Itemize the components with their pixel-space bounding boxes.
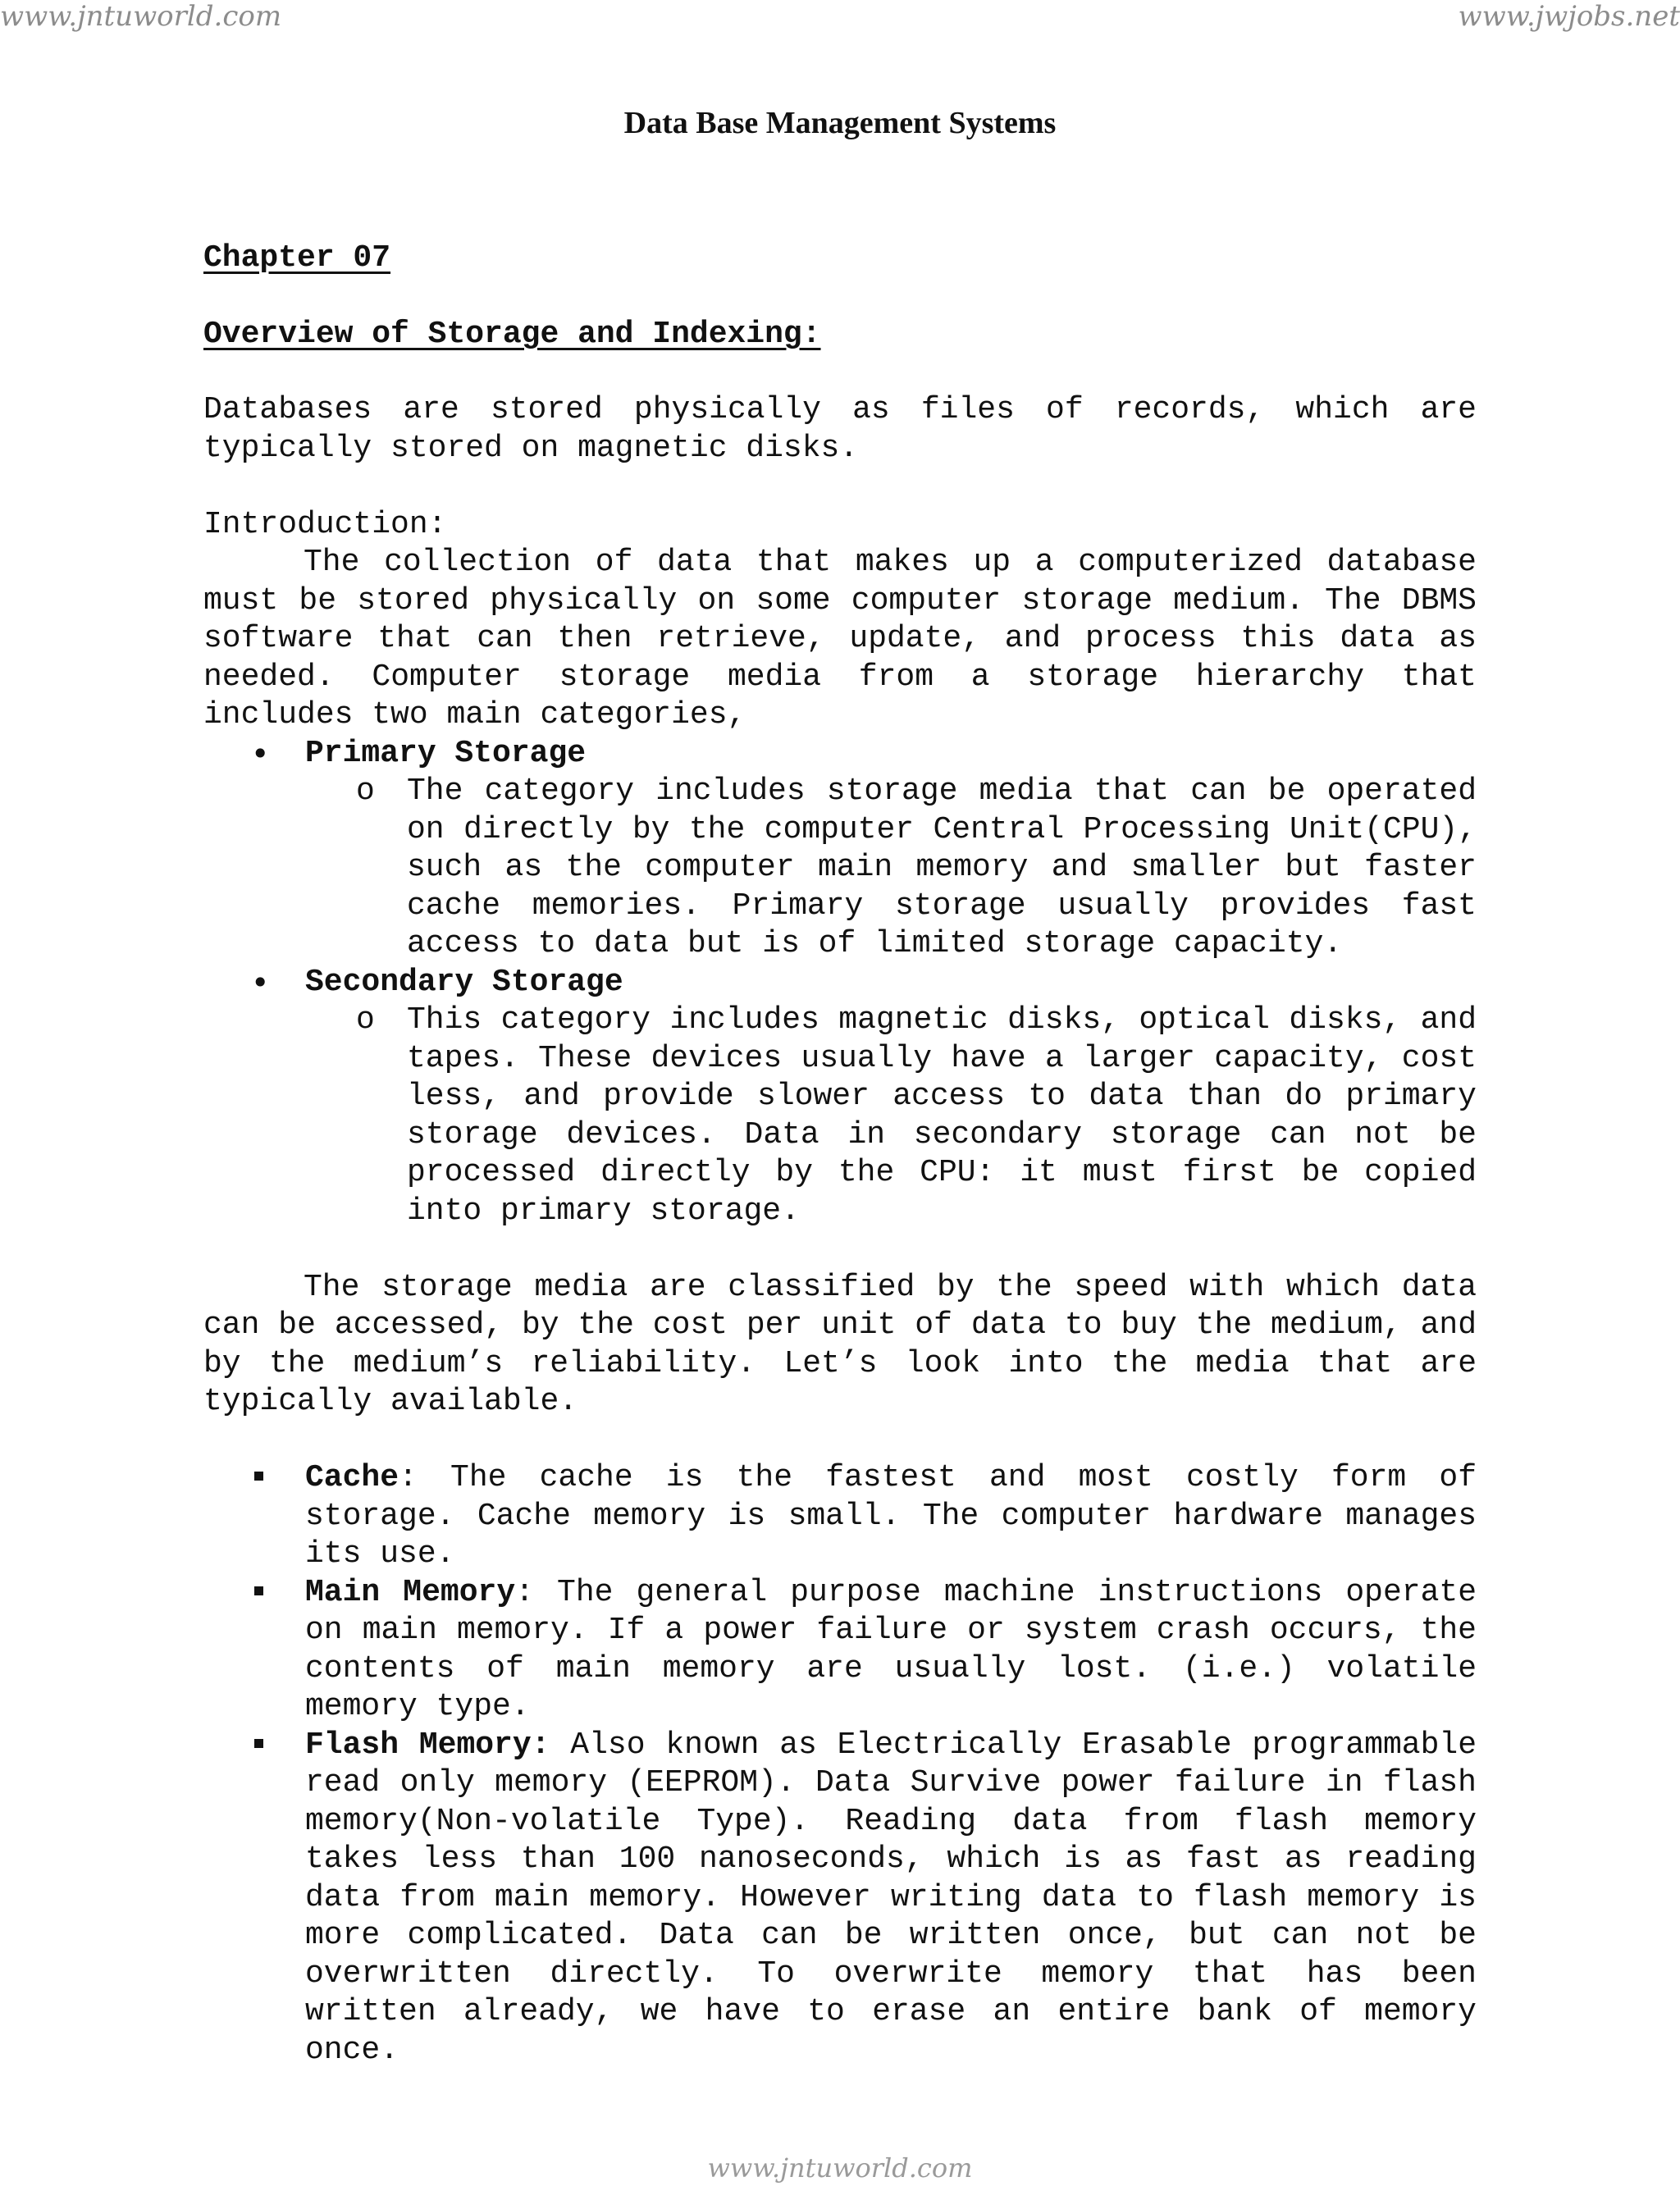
- storage-media-list: [203, 1459, 1477, 2070]
- list-item-primary-storage: [203, 735, 1477, 964]
- storage-categories-list: [203, 735, 1477, 1231]
- bullet-disc-icon: •: [251, 964, 270, 1001]
- bullet-square-icon: [254, 1586, 263, 1595]
- cache-term: Cache: [305, 1460, 399, 1495]
- section-heading-text: Overview of Storage and Indexing:: [203, 316, 821, 352]
- list-item-secondary-storage: [203, 964, 1477, 1231]
- section-heading: [203, 316, 1477, 354]
- secondary-storage-text: This category includes magnetic disks, optical disks, and tapes. These devices usually have a larger capacity, cost less, and provide slower access to data than do primary storage devices. Data in secondary storage can not be processed directly by the CPU: it must first be copied into primary storage.: [407, 1002, 1477, 1229]
- bullet-circle-icon: o: [356, 774, 375, 809]
- list-item-cache: [203, 1459, 1477, 1574]
- bullet-disc-icon: •: [251, 735, 270, 772]
- primary-storage-title: Primary Storage: [305, 735, 587, 771]
- classification-paragraph: The storage media are classified by the speed with which data can be accessed, by the cost per unit of data to buy the medium, and by the medium’s reliability. Let’s look into the media that are typically available.: [203, 1269, 1477, 1419]
- primary-storage-sublist: [305, 773, 1477, 964]
- main-memory-term: Main Memory: [305, 1574, 516, 1610]
- intro-paragraph: Databases are stored physically as files of records, which are typically stored on magnetic disks.: [203, 392, 1477, 466]
- spacer: [203, 1422, 1477, 1460]
- footer-watermark: www.jntuworld.com: [707, 2152, 973, 2184]
- list-item-main-memory: [203, 1574, 1477, 1727]
- bullet-square-icon: [254, 1472, 263, 1481]
- primary-storage-description: [305, 773, 1477, 964]
- secondary-storage-description: [305, 1002, 1477, 1230]
- document-body: [203, 240, 1477, 2070]
- document-title: Data Base Management Systems: [623, 106, 1057, 140]
- secondary-storage-title: Secondary Storage: [305, 964, 623, 1000]
- header-watermark-right: www.jwjobs.net: [1458, 0, 1680, 33]
- introduction-label: Introduction:: [203, 506, 447, 542]
- cache-description: : The cache is the fastest and most costly form of storage. Cache memory is small. The computer hardware manages its use.: [305, 1460, 1477, 1572]
- bullet-circle-icon: o: [356, 1002, 375, 1038]
- secondary-storage-sublist: [305, 1002, 1477, 1230]
- chapter-heading: [203, 240, 1477, 278]
- header-watermark-left: www.jntuworld.com: [0, 0, 282, 33]
- flash-memory-description: Also known as Electrically Erasable programmable read only memory (EEPROM). Data Survive power failure in flash memory(Non-volatile Type). Reading data from flash memory takes less than 100 nanoseconds, which is as fast as reading data from main memory. However writing data to flash memory is more complicated. Data can be written once, but can not be overwritten directly. To overwrite memory that has been written already, we have to erase an entire bank of memory once.: [305, 1727, 1477, 2068]
- flash-memory-term: Flash Memory:: [305, 1727, 550, 1763]
- main-memory-description: : The general purpose machine instructions operate on main memory. If a power failure or system crash occurs, the contents of main memory are usually lost. (i.e.) volatile memory type.: [305, 1574, 1477, 1724]
- bullet-square-icon: [254, 1739, 263, 1748]
- spacer: [203, 1230, 1477, 1269]
- spacer: [203, 468, 1477, 506]
- primary-storage-text: The category includes storage media that can be operated on directly by the computer Central Processing Unit(CPU), such as the computer main memory and smaller but faster cache memories. Primary storage usually provides fast access to data but is of limited storage capacity.: [407, 774, 1477, 961]
- chapter-heading-text: Chapter 07: [203, 240, 391, 276]
- introduction-body: The collection of data that makes up a computerized database must be stored physically on some computer storage medium. The DBMS software that can then retrieve, update, and process this data as needed. Computer storage media from a storage hierarchy that includes two main categories,: [203, 545, 1477, 732]
- list-item-flash-memory: [203, 1727, 1477, 2070]
